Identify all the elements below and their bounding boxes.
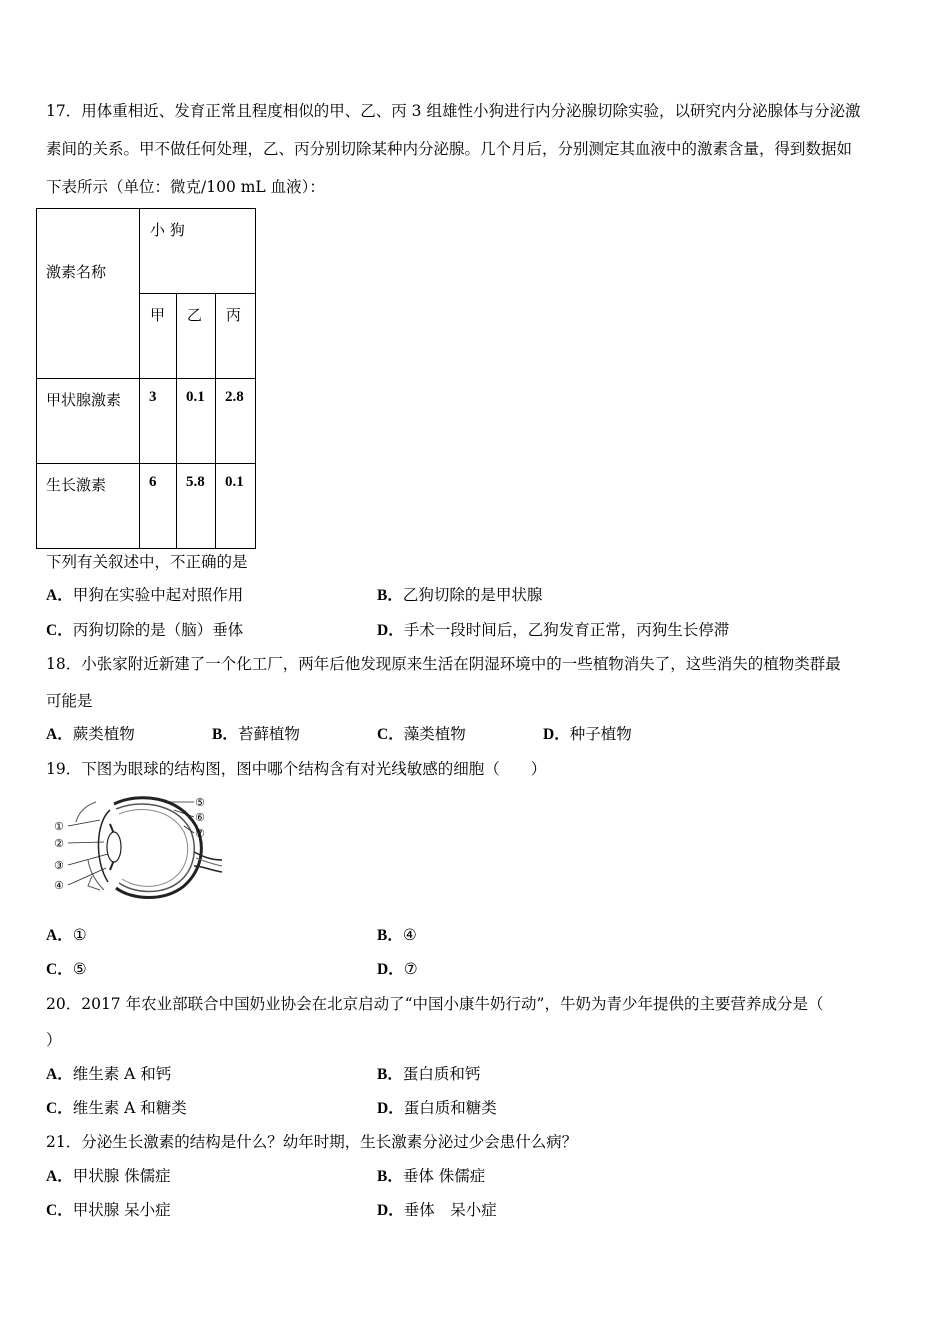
q17-stem: 下列有关叙述中，不正确的是	[46, 553, 248, 571]
table-col-header: 丙	[216, 294, 256, 379]
eye-label: ⑤	[195, 796, 205, 809]
q20-option-c[interactable]: C．维生素 A 和糖类	[46, 1099, 187, 1117]
eye-label: ③	[54, 859, 64, 872]
q21-option-d[interactable]: D．垂体 呆小症	[377, 1201, 497, 1219]
q19-line-1: 19．下图为眼球的结构图，图中哪个结构含有对光线敏感的细胞（ ）	[46, 760, 547, 778]
eye-label: ⑥	[195, 811, 205, 824]
q17-option-b[interactable]: B．乙狗切除的是甲状腺	[377, 586, 543, 604]
q21-line-1: 21．分泌生长激素的结构是什么？幼年时期，生长激素分泌过少会患什么病？	[46, 1133, 578, 1151]
table-row	[37, 379, 256, 464]
eyeball-diagram	[44, 790, 224, 900]
q20-option-b[interactable]: B．蛋白质和钙	[377, 1065, 481, 1083]
q19-option-c[interactable]: C．⑤	[46, 960, 87, 978]
q21-option-a[interactable]: A．甲状腺 侏儒症	[46, 1167, 171, 1185]
table-cell: 0.1	[177, 379, 216, 464]
q20-option-d[interactable]: D．蛋白质和糖类	[377, 1099, 497, 1117]
q19-option-b[interactable]: B．④	[377, 926, 417, 944]
q18-line-1: 18．小张家附近新建了一个化工厂，两年后他发现原来生活在阴湿环境中的一些植物消失了，这些消失的植物类群最	[46, 655, 841, 673]
table-corner-cell	[37, 209, 140, 379]
table-cell: 6	[140, 464, 177, 549]
table-cell: 0.1	[216, 464, 256, 549]
q17-option-a[interactable]: A．甲狗在实验中起对照作用	[46, 586, 244, 604]
q17-line-2: 素间的关系。甲不做任何处理，乙、丙分别切除某种内分泌腺。几个月后，分别测定其血液中的激素含量，得到数据如	[46, 140, 853, 158]
hormone-table	[36, 208, 256, 549]
q21-option-b[interactable]: B．垂体 侏儒症	[377, 1167, 486, 1185]
table-group-header	[140, 209, 256, 294]
eye-label: ⑦	[195, 827, 205, 840]
table-cell: 2.8	[216, 379, 256, 464]
eye-label: ④	[54, 879, 64, 892]
q17-option-d[interactable]: D．手术一段时间后，乙狗发育正常，丙狗生长停滞	[377, 621, 730, 639]
table-cell: 5.8	[177, 464, 216, 549]
table-cell: 3	[140, 379, 177, 464]
q18-line-2: 可能是	[46, 692, 93, 710]
eye-label: ①	[54, 820, 64, 833]
table-row-name: 生长激素	[37, 464, 140, 549]
q17-line-1: 17．用体重相近、发育正常且程度相似的甲、乙、丙 3 组雄性小狗进行内分泌腺切除实验，以研究内分泌腺体与分泌激	[46, 102, 861, 120]
q17-option-c[interactable]: C．丙狗切除的是（脑）垂体	[46, 621, 244, 639]
table-corner-label: 激素名称	[46, 263, 107, 281]
q19-option-a[interactable]: A．①	[46, 926, 87, 944]
q20-line-1: 20．2017 年农业部联合中国奶业协会在北京启动了“中国小康牛奶行动”，牛奶为青少年提供的主要营养成分是（	[46, 995, 824, 1013]
table-group-label: 小 狗	[150, 221, 185, 239]
eye-label: ②	[54, 837, 64, 850]
q18-option-d[interactable]: D．种子植物	[543, 725, 632, 743]
q21-option-c[interactable]: C．甲状腺 呆小症	[46, 1201, 171, 1219]
q20-option-a[interactable]: A．维生素 A 和钙	[46, 1065, 172, 1083]
table-col-header: 甲	[140, 294, 177, 379]
table-col-header: 乙	[177, 294, 216, 379]
q18-option-b[interactable]: B．苔藓植物	[212, 725, 300, 743]
q18-option-c[interactable]: C．藻类植物	[377, 725, 466, 743]
q20-line-2: ）	[46, 1031, 62, 1049]
q18-option-a[interactable]: A．蕨类植物	[46, 725, 135, 743]
q19-option-d[interactable]: D．⑦	[377, 960, 418, 978]
table-row	[37, 464, 256, 549]
table-row-name: 甲状腺激素	[37, 379, 140, 464]
q17-line-3: 下表所示（单位：微克/100 mL 血液）：	[46, 178, 325, 196]
